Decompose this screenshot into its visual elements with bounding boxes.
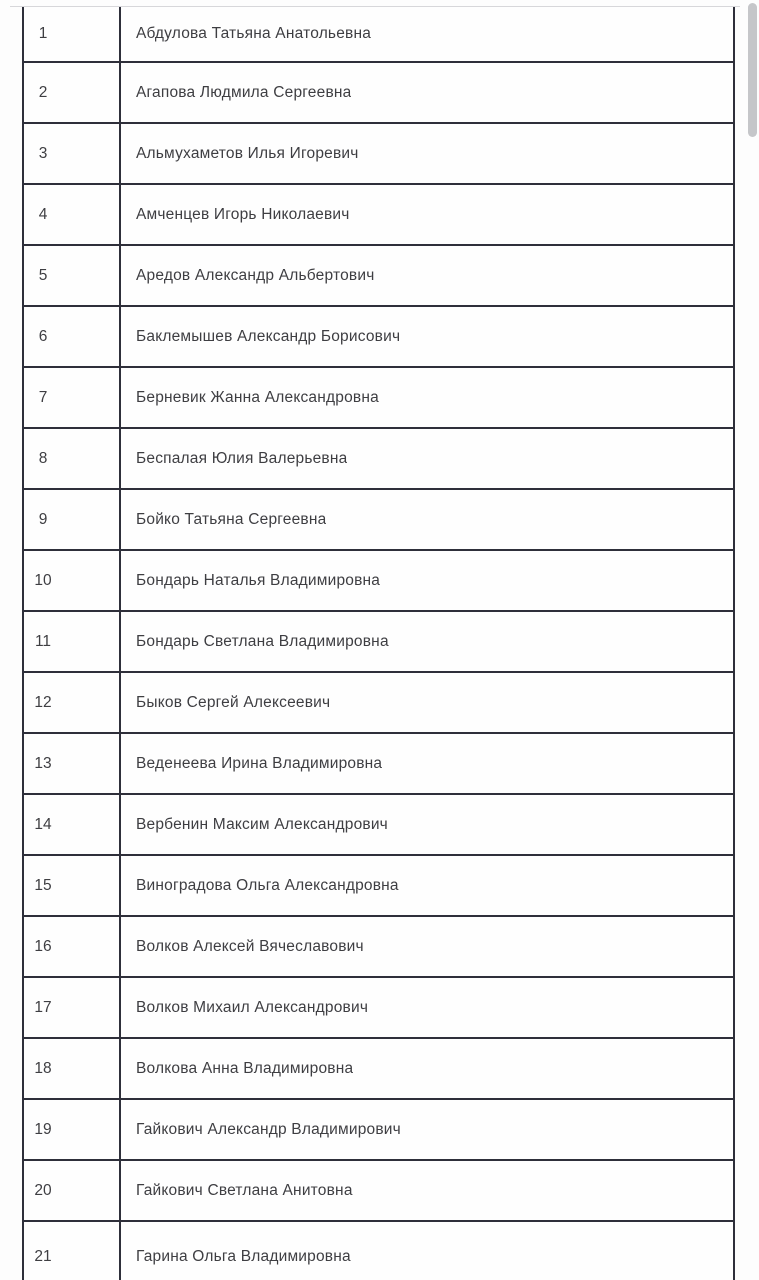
row-name-cell	[121, 185, 733, 244]
row-number-cell	[24, 551, 121, 610]
names-table	[22, 7, 735, 1280]
person-full-name: Волков Михаил Александрович	[136, 998, 369, 1016]
table-row	[24, 551, 733, 612]
person-full-name: Веденеева Ирина Владимировна	[136, 754, 383, 772]
row-number: 5	[38, 266, 48, 284]
row-number: 6	[38, 327, 48, 345]
row-number-cell	[24, 1222, 121, 1280]
person-full-name: Волков Алексей Вячеславович	[136, 937, 364, 955]
table-row	[24, 1161, 733, 1222]
row-number: 19	[34, 1120, 52, 1138]
person-full-name: Быков Сергей Алексеевич	[136, 693, 331, 711]
table-row	[24, 734, 733, 795]
person-full-name: Гайкович Светлана Анитовна	[136, 1181, 353, 1199]
person-full-name: Берневик Жанна Александровна	[136, 388, 379, 406]
row-number: 15	[34, 876, 52, 894]
row-number: 8	[38, 449, 48, 467]
row-number-cell	[24, 978, 121, 1037]
row-number-cell	[24, 734, 121, 793]
row-number: 1	[38, 25, 48, 42]
row-number: 13	[34, 754, 52, 772]
row-number: 11	[34, 632, 52, 650]
row-number: 3	[38, 144, 48, 162]
row-number-cell	[24, 856, 121, 915]
person-full-name: Вербенин Максим Александрович	[136, 815, 388, 833]
row-number-cell	[24, 63, 121, 122]
person-full-name: Гарина Ольга Владимировна	[136, 1248, 351, 1265]
table-row	[24, 856, 733, 917]
person-full-name: Бондарь Наталья Владимировна	[136, 571, 381, 589]
row-name-cell	[121, 673, 733, 732]
row-number: 20	[34, 1181, 52, 1199]
row-name-cell	[121, 734, 733, 793]
person-full-name: Аредов Александр Альбертович	[136, 266, 375, 284]
row-number: 14	[34, 815, 52, 833]
row-name-cell	[121, 551, 733, 610]
row-name-cell	[121, 1161, 733, 1220]
table-row	[24, 1222, 733, 1280]
row-name-cell	[121, 1039, 733, 1098]
row-number-cell	[24, 490, 121, 549]
row-name-cell	[121, 63, 733, 122]
row-number: 18	[34, 1059, 52, 1077]
person-full-name: Бойко Татьяна Сергеевна	[136, 510, 327, 528]
row-name-cell	[121, 795, 733, 854]
row-name-cell	[121, 490, 733, 549]
table-row	[24, 246, 733, 307]
row-number-cell	[24, 673, 121, 732]
row-number-cell	[24, 917, 121, 976]
row-number-cell	[24, 368, 121, 427]
table-row	[24, 978, 733, 1039]
table-row	[24, 490, 733, 551]
person-full-name: Альмухаметов Илья Игоревич	[136, 144, 359, 162]
table-row	[24, 307, 733, 368]
row-number-cell	[24, 124, 121, 183]
row-name-cell	[121, 978, 733, 1037]
row-number-cell	[24, 612, 121, 671]
row-number-cell	[24, 795, 121, 854]
row-number-cell	[24, 307, 121, 366]
person-full-name: Гайкович Александр Владимирович	[136, 1120, 401, 1138]
row-number-cell	[24, 1100, 121, 1159]
row-name-cell	[121, 1100, 733, 1159]
person-full-name: Виноградова Ольга Александровна	[136, 876, 399, 894]
person-full-name: Агапова Людмила Сергеевна	[136, 83, 352, 101]
row-number-cell	[24, 1161, 121, 1220]
row-number: 9	[38, 510, 48, 528]
person-full-name: Абдулова Татьяна Анатольевна	[136, 25, 372, 42]
row-number-cell	[24, 429, 121, 488]
row-name-cell	[121, 612, 733, 671]
table-row	[24, 673, 733, 734]
row-number: 12	[34, 693, 52, 711]
table-row	[24, 124, 733, 185]
row-number: 16	[34, 937, 52, 955]
row-name-cell	[121, 124, 733, 183]
table-row	[24, 795, 733, 856]
row-name-cell	[121, 246, 733, 305]
row-number: 2	[38, 83, 48, 101]
person-full-name: Волкова Анна Владимировна	[136, 1059, 354, 1077]
table-row	[24, 917, 733, 978]
row-number-cell	[24, 246, 121, 305]
row-number: 21	[34, 1248, 52, 1265]
row-name-cell	[121, 7, 733, 61]
row-number-cell	[24, 185, 121, 244]
person-full-name: Амченцев Игорь Николаевич	[136, 205, 350, 223]
row-number: 17	[34, 998, 52, 1016]
person-full-name: Баклемышев Александр Борисович	[136, 327, 401, 345]
row-number-cell	[24, 7, 121, 61]
row-number: 10	[34, 571, 52, 589]
row-number: 7	[38, 388, 48, 406]
table-row	[24, 63, 733, 124]
table-row	[24, 429, 733, 490]
row-number: 4	[38, 205, 48, 223]
table-row	[24, 368, 733, 429]
row-name-cell	[121, 368, 733, 427]
scrollbar-thumb[interactable]	[748, 3, 757, 137]
row-number-cell	[24, 1039, 121, 1098]
table-row	[24, 185, 733, 246]
table-row	[24, 1100, 733, 1161]
row-name-cell	[121, 1222, 733, 1280]
row-name-cell	[121, 917, 733, 976]
row-name-cell	[121, 429, 733, 488]
table-row	[24, 612, 733, 673]
person-full-name: Беспалая Юлия Валерьевна	[136, 449, 348, 467]
table-row	[24, 1039, 733, 1100]
row-name-cell	[121, 856, 733, 915]
person-full-name: Бондарь Светлана Владимировна	[136, 632, 389, 650]
table-row	[24, 7, 733, 63]
row-name-cell	[121, 307, 733, 366]
